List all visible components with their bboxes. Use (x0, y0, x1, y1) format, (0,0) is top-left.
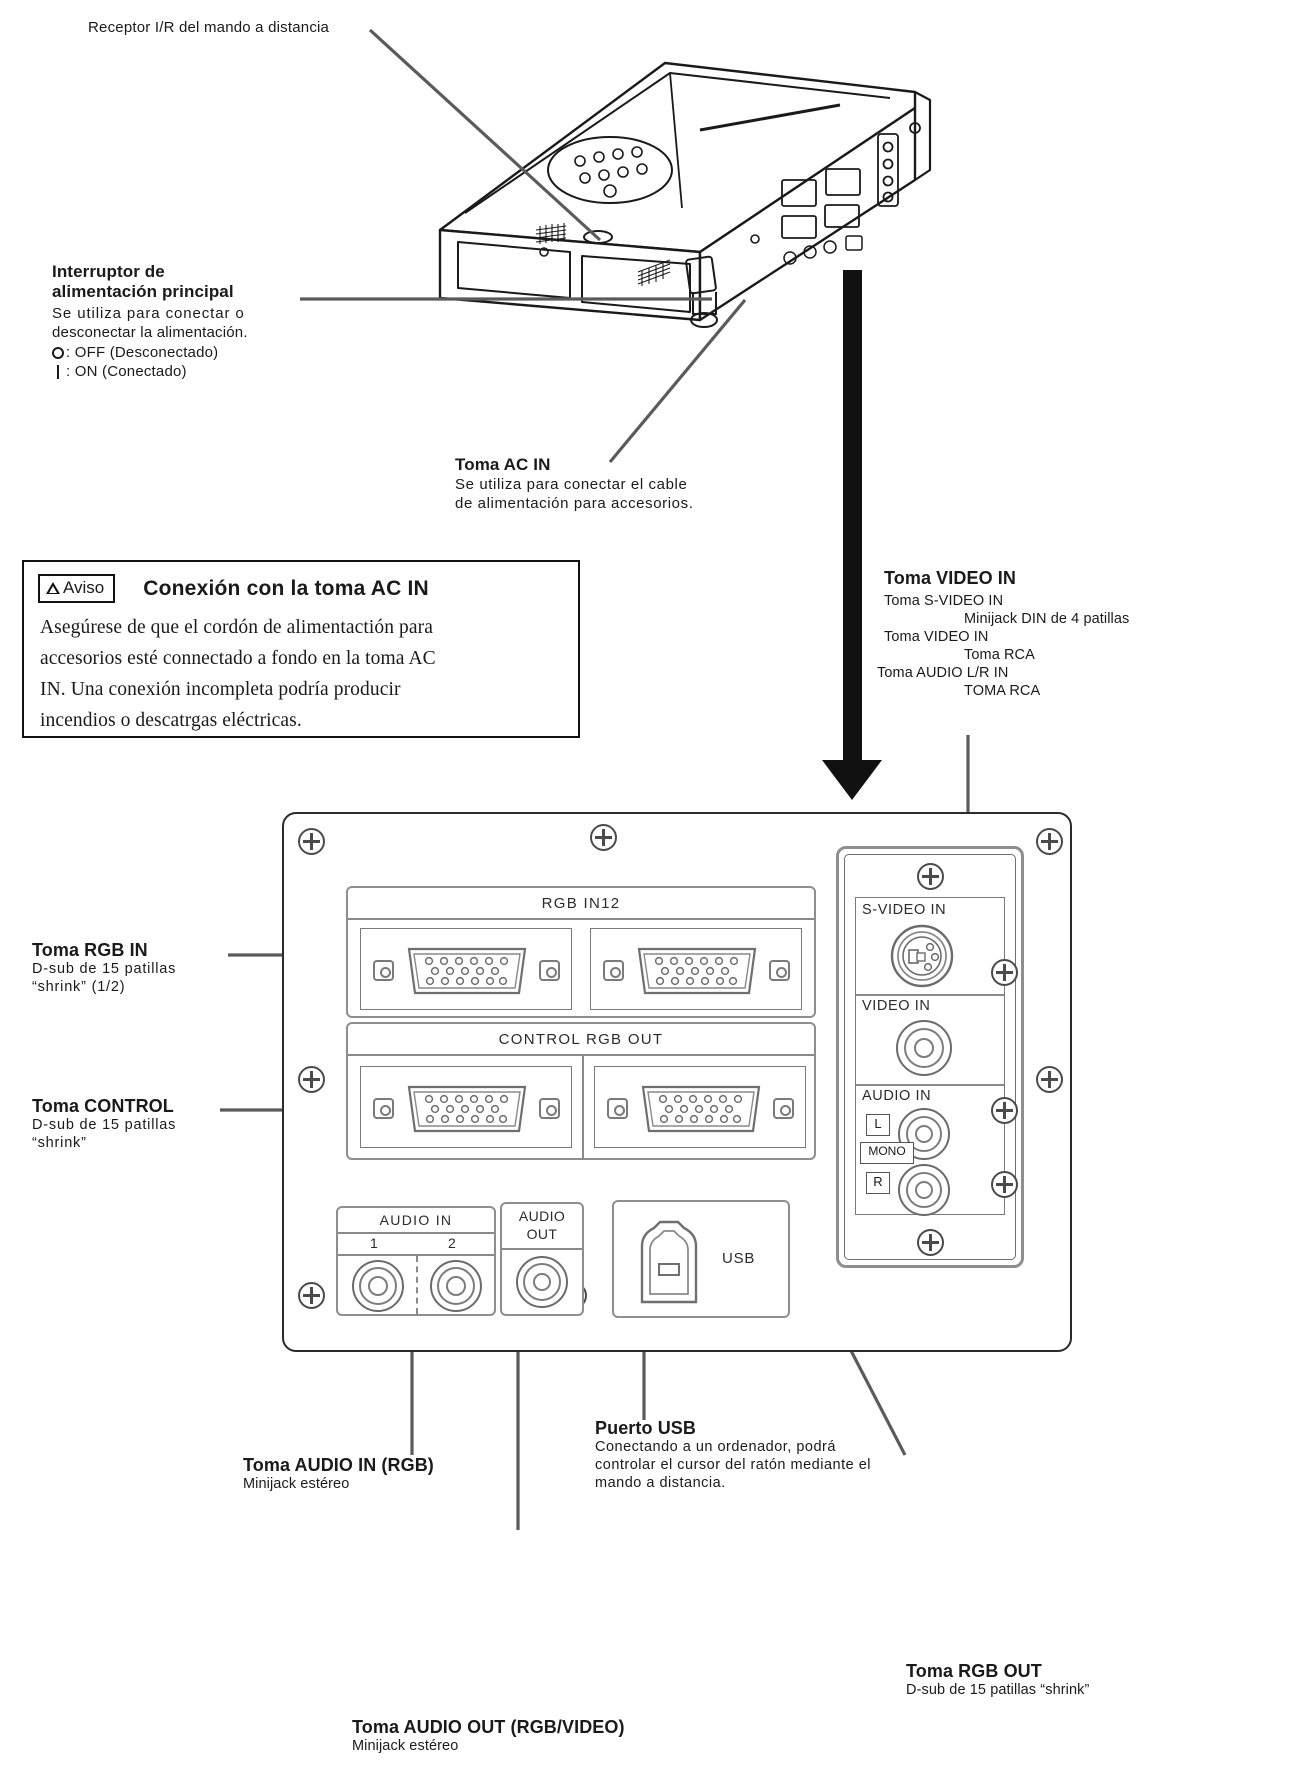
audio-in-group (336, 1206, 496, 1316)
main-switch-desc-line2: desconectar la alimentación. (52, 324, 248, 341)
main-switch-desc-line1: Se utiliza para conectar o (52, 305, 245, 322)
audio-in-2-label: 2 (448, 1235, 458, 1251)
control-title: Toma CONTROL (32, 1096, 174, 1116)
screw-icon (590, 824, 617, 851)
video-in-line3: Toma VIDEO IN (884, 629, 989, 645)
video-in-panel-label: VIDEO IN (862, 998, 931, 1014)
rgb-in1-connector-bay (360, 928, 572, 1010)
screw-nut-icon (539, 1098, 560, 1119)
warning-body-line3: IN. Una conexión incompleta podría producir (40, 679, 401, 700)
rgb-in12-group (346, 886, 816, 1018)
main-switch-title-line1: Interruptor de (52, 262, 165, 281)
usb-group (612, 1200, 790, 1318)
video-in-line4: Toma RCA (964, 647, 1035, 663)
screw-nut-icon (773, 1098, 794, 1119)
video-in-line5: Toma AUDIO L/R IN (877, 665, 1009, 681)
audio-in-1-label: 1 (370, 1235, 380, 1251)
screw-icon (1036, 1066, 1063, 1093)
callout-audio-in-rgb (243, 1455, 543, 1493)
audio-in-label: AUDIO IN (379, 1212, 453, 1228)
usb-line3: mando a distancia. (595, 1475, 726, 1491)
screw-nut-icon (539, 960, 560, 981)
main-switch-title-line2: alimentación principal (52, 282, 234, 301)
warning-tag-label: Aviso (63, 578, 105, 597)
audio-channel-divider (416, 1256, 418, 1314)
callout-rgb-in (32, 940, 282, 996)
callout-ir-receiver: Receptor I/R del mando a distancia (88, 19, 330, 36)
screw-icon (991, 1097, 1018, 1124)
callout-rgb-out (906, 1661, 1286, 1699)
audio-left-channel-box: L (866, 1114, 890, 1136)
connector-panel (282, 812, 1072, 1352)
main-switch-on-label: : ON (Conectado) (66, 363, 187, 380)
audio-out-label-line2: OUT (526, 1226, 558, 1242)
audio-out-label-line1: AUDIO (518, 1208, 566, 1224)
dsub-15pin-icon (403, 943, 531, 999)
audio-right-channel-box: R (866, 1172, 890, 1194)
control-connector-bay (360, 1066, 572, 1148)
warning-body-line1: Asegúrese de que el cordón de alimentactión para (40, 617, 434, 638)
screw-icon (991, 959, 1018, 986)
screw-nut-icon (373, 960, 394, 981)
audio-out-title: Toma AUDIO OUT (RGB/VIDEO) (352, 1717, 625, 1737)
warning-body-line4: incendios o descatrgas eléctricas. (40, 710, 302, 731)
audio-mono-box: MONO (860, 1142, 914, 1164)
audio-out-line1: Minijack estéreo (352, 1738, 459, 1754)
usb-line2: controlar el cursor del ratón mediante el (595, 1457, 871, 1473)
usb-line1: Conectando a un ordenador, podrá (595, 1439, 836, 1455)
rgb-in-line2: “shrink” (1/2) (32, 979, 126, 995)
usb-label: USB (722, 1250, 756, 1267)
callout-video-in (877, 568, 1304, 700)
rgb-in-title: Toma RGB IN (32, 940, 148, 960)
rgb-in12-label: RGB IN12 (541, 895, 621, 912)
flow-arrow-shaft (843, 270, 862, 767)
warning-body-line2: accesorios esté connectado a fondo en la toma AC (40, 648, 436, 669)
dsub-15pin-icon (403, 1081, 531, 1137)
s-video-in-label: S-VIDEO IN (862, 902, 947, 918)
callout-audio-out (352, 1717, 812, 1755)
ac-in-title: Toma AC IN (455, 455, 551, 474)
callout-ac-in (455, 455, 785, 513)
callout-usb (595, 1418, 975, 1492)
control-rgb-out-label: CONTROL RGB OUT (498, 1031, 664, 1048)
rgb-out-title: Toma RGB OUT (906, 1661, 1042, 1681)
screw-nut-icon (373, 1098, 394, 1119)
warning-tag (38, 574, 115, 603)
screw-icon (298, 1282, 325, 1309)
usb-b-port-icon (632, 1214, 706, 1311)
screw-nut-icon (603, 960, 624, 981)
video-in-line2: Minijack DIN de 4 patillas (964, 611, 1130, 627)
screw-icon (917, 1229, 944, 1256)
screw-icon (917, 863, 944, 890)
video-in-line1: Toma S-VIDEO IN (884, 593, 1004, 609)
dsub-15pin-icon (637, 1081, 765, 1137)
rgb-out-line1: D-sub de 15 patillas “shrink” (906, 1682, 1090, 1698)
rgb-in2-connector-bay (590, 928, 802, 1010)
screw-icon (298, 828, 325, 855)
screw-nut-icon (607, 1098, 628, 1119)
control-rgb-out-group (346, 1022, 816, 1160)
warning-triangle-icon (46, 582, 60, 594)
ac-in-desc-line2: de alimentación para accesorios. (455, 495, 694, 512)
dsub-15pin-icon (633, 943, 761, 999)
video-audio-in-column (836, 846, 1024, 1268)
screw-icon (298, 1066, 325, 1093)
screw-nut-icon (769, 960, 790, 981)
screw-icon (1036, 828, 1063, 855)
warning-title: Conexión con la toma AC IN (143, 576, 429, 600)
audio-in-line1: Minijack estéreo (243, 1476, 350, 1492)
rgb-in-line1: D-sub de 15 patillas (32, 961, 177, 977)
power-off-symbol-icon (52, 347, 64, 359)
main-switch-off-label: : OFF (Desconectado) (66, 344, 219, 361)
audio-in-title: Toma AUDIO IN (RGB) (243, 1455, 434, 1475)
callout-main-power-switch (52, 262, 312, 381)
usb-title: Puerto USB (595, 1418, 697, 1438)
callout-control (32, 1096, 282, 1152)
s-video-din4-jack-icon (890, 924, 954, 993)
control-line1: D-sub de 15 patillas (32, 1117, 177, 1133)
flow-arrow-head (822, 760, 882, 800)
control-line2: “shrink” (32, 1135, 87, 1151)
rgb-out-connector-bay (594, 1066, 806, 1148)
audio-in-right-label: AUDIO IN (862, 1088, 932, 1104)
video-in-line6: TOMA RCA (964, 683, 1041, 699)
ac-in-desc-line1: Se utiliza para conectar el cable (455, 476, 688, 493)
audio-out-group (500, 1202, 584, 1316)
warning-box (22, 560, 580, 738)
video-in-title: Toma VIDEO IN (884, 568, 1016, 588)
screw-icon (991, 1171, 1018, 1198)
